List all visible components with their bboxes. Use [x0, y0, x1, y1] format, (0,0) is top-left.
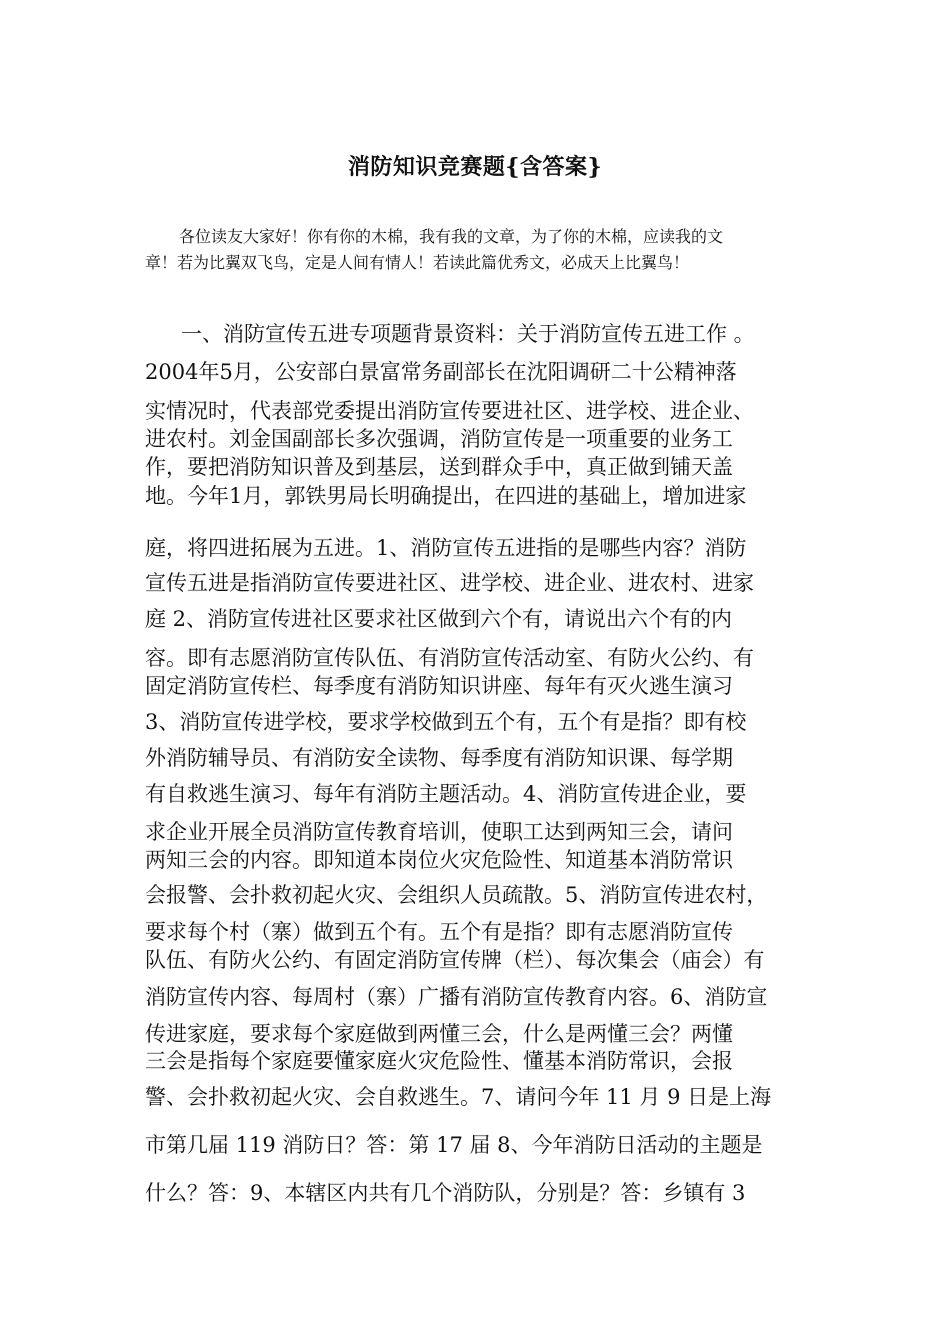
intro-line: 各位读友大家好！你有你的木棉，我有我的文章，为了你的木棉，应读我的文	[179, 227, 724, 246]
body-line: 一、消防宣传五进专项题背景资料：关于消防宣传五进工作 。	[181, 322, 755, 346]
body-line: 有自救逃生演习、每年有消防主题活动。4、消防宣传进企业，要	[145, 782, 747, 806]
body-line: 宣传五进是指消防宣传要进社区、进学校、进企业、进农村、进家	[145, 571, 754, 595]
body-line: 2004年5月，公安部白景富常务副部长在沈阳调研二十公精神落	[145, 360, 737, 384]
body-line: 警、会扑救初起火灾、会自救逃生。7、请问今年 11 月 9 日是上海	[145, 1085, 772, 1109]
intro-line: 章！若为比翼双飞鸟，定是人间有情人！若读此篇优秀文，必成天上比翼鸟！	[145, 253, 690, 272]
body-line: 消防宣传内容、每周村（寨）广播有消防宣传教育内容。6、消防宣	[145, 985, 768, 1009]
body-line: 要求每个村（寨）做到五个有。五个有是指？即有志愿消防宣传	[145, 920, 733, 944]
body-line: 传进家庭，要求每个家庭做到两懂三会，什么是两懂三会？两懂	[145, 1022, 733, 1046]
body-line: 地。今年1月，郭铁男局长明确提出，在四进的基础上，增加进家	[145, 484, 747, 508]
body-line: 3、消防宣传进学校，要求学校做到五个有，五个有是指？即有校	[145, 710, 747, 734]
body-line: 外消防辅导员、有消防安全读物、每季度有消防知识课、每学期	[145, 746, 733, 770]
body-line: 作，要把消防知识普及到基层，送到群众手中，真正做到铺天盖	[145, 455, 733, 479]
body-line: 会报警、会扑救初起火灾、会组织人员疏散。5、消防宣传进农村，	[145, 883, 768, 907]
body-line: 两知三会的内容。即知道本岗位火灾危险性、知道基本消防常识	[145, 848, 733, 872]
body-line: 市第几届 119 消防日？答：第 17 届 8、今年消防日活动的主题是	[145, 1133, 763, 1157]
body-line: 实情况时，代表部党委提出消防宣传要进社区、进学校、进企业、	[145, 399, 754, 423]
body-line: 进农村。刘金国副部长多次强调，消防宣传是一项重要的业务工	[145, 427, 733, 451]
body-line: 三会是指每个家庭要懂家庭火灾危险性、懂基本消防常识，会报	[145, 1049, 733, 1073]
body-line: 队伍、有防火公约、有固定消防宣传牌（栏）、每次集会（庙会）有	[145, 948, 765, 972]
body-line: 庭 2、消防宣传进社区要求社区做到六个有，请说出六个有的内	[145, 607, 733, 631]
body-line: 求企业开展全员消防宣传教育培训，使职工达到两知三会，请问	[145, 820, 733, 844]
document-title: 消防知识竞赛题{含答案}	[347, 154, 603, 180]
body-line: 固定消防宣传栏、每季度有消防知识讲座、每年有灭火逃生演习	[145, 674, 733, 698]
body-line: 庭，将四进拓展为五进。1、消防宣传五进指的是哪些内容？消防	[145, 536, 747, 560]
body-line: 容。即有志愿消防宣传队伍、有消防宣传活动室、有防火公约、有	[145, 646, 754, 670]
body-line: 什么？答：9、本辖区内共有几个消防队，分别是？答：乡镇有 3	[145, 1181, 746, 1205]
intro-paragraph	[145, 224, 810, 276]
